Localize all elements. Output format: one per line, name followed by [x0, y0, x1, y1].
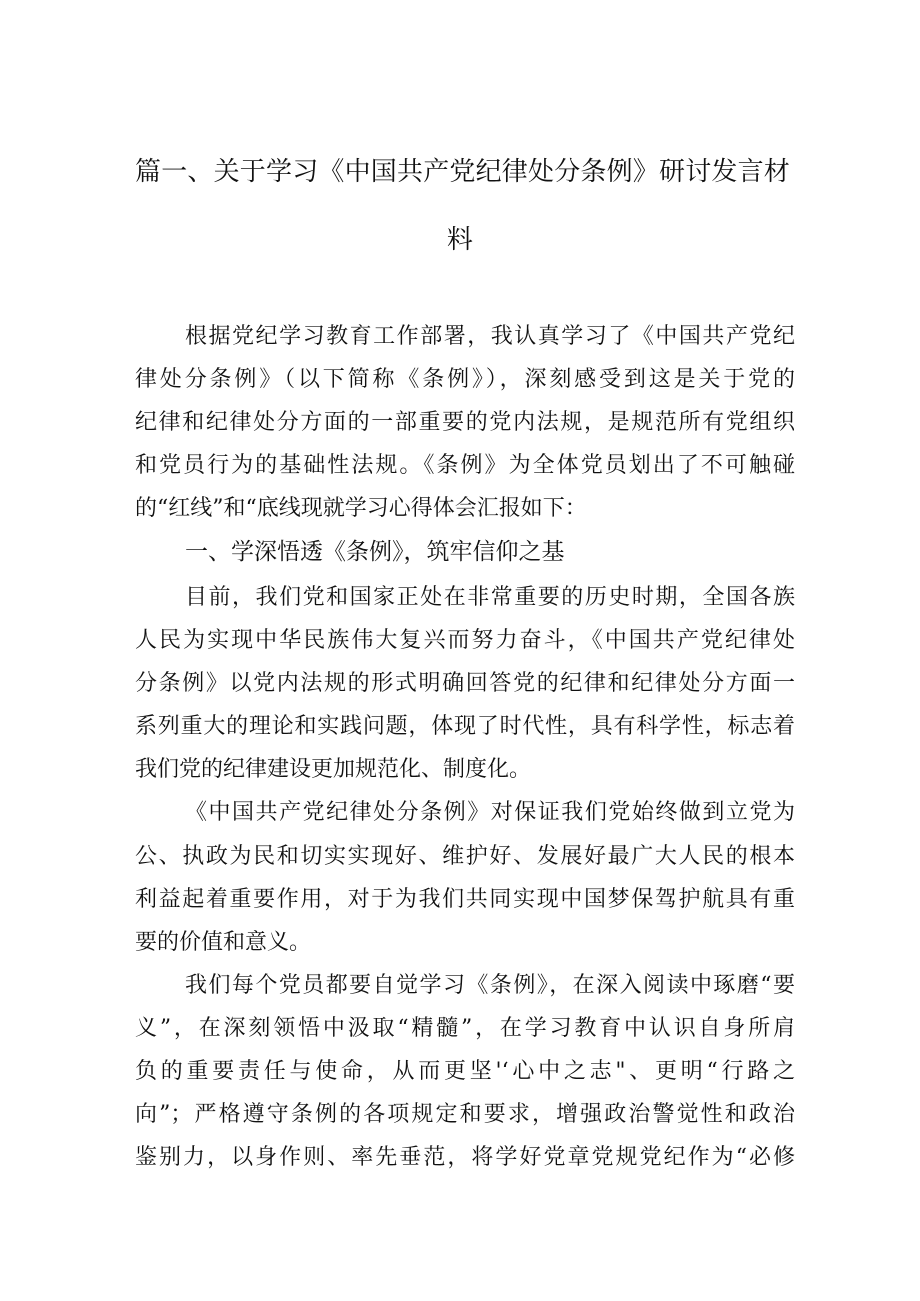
paragraph-4-line: 我们每个党员都要自觉学习《条例》，在深入阅读中琢磨“要	[185, 973, 795, 998]
document-title-line-2: 料	[446, 225, 474, 255]
paragraph-3-line: 要的价值和意义。	[135, 930, 312, 955]
paragraph-3-line: 公、执政为民和切实实现好、维护好、发展好最广大人民的根本	[135, 844, 795, 869]
paragraph-3-line: 《中国共产党纪律处分条例》对保证我们党始终做到立党为	[185, 800, 795, 825]
paragraph-1-line: 根据党纪学习教育工作部署，我认真学习了《中国共产党纪	[185, 324, 795, 349]
paragraph-2-line: 目前，我们党和国家正处在非常重要的历史时期，全国各族	[185, 585, 795, 610]
paragraph-1-line: 的“红线”和“底线现就学习心得体会汇报如下：	[135, 496, 587, 521]
document-title-line-1: 篇一、关于学习《中国共产党纪律处分条例》研讨发言材	[135, 157, 791, 187]
paragraph-4-line: 鉴别力，以身作则、率先垂范，将学好党章党规党纪作为“必修	[135, 1145, 795, 1170]
paragraph-1-line: 和党员行为的基础性法规。《条例》为全体党员划出了不可触碰	[135, 453, 795, 478]
paragraph-2-line: 人民为实现中华民族伟大复兴而努力奋斗，《中国共产党纪律处	[135, 628, 795, 653]
paragraph-2-line: 分条例》以党内法规的形式明确回答党的纪律和纪律处分方面一	[135, 671, 795, 696]
paragraph-1-line: 律处分条例》（以下简称《条例》），深刻感受到这是关于党的	[135, 367, 795, 392]
paragraph-4-line: 负的重要责任与使命，从而更坚'‘心中之志"、更明“行路之	[135, 1059, 795, 1084]
paragraph-2-line: 我们党的纪律建设更加规范化、制度化。	[135, 757, 532, 782]
section-heading-1: 一、学深悟透《条例》，筑牢信仰之基	[185, 539, 565, 565]
paragraph-1-line: 纪律和纪律处分方面的一部重要的党内法规，是规范所有党组织	[135, 410, 795, 435]
paragraph-3-line: 利益起着重要作用，对于为我们共同实现中国梦保驾护航具有重	[135, 887, 795, 912]
paragraph-4-line: 向”；严格遵守条例的各项规定和要求，增强政治警觉性和政治	[135, 1102, 795, 1127]
paragraph-4-line: 义”，在深刻领悟中汲取“精髓”，在学习教育中认识自身所肩	[135, 1016, 795, 1041]
paragraph-2-line: 系列重大的理论和实践问题，体现了时代性，具有科学性，标志着	[135, 714, 795, 739]
